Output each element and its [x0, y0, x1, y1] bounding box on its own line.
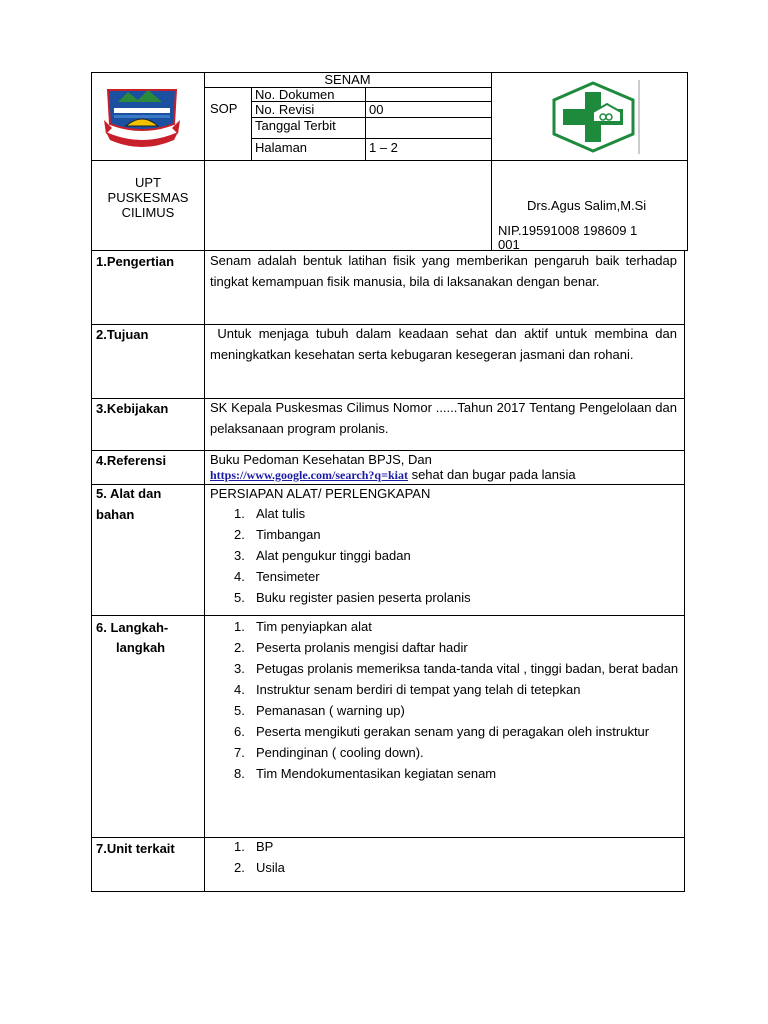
organization-name: UPT PUSKESMAS CILIMUS: [107, 175, 189, 220]
reference-link[interactable]: https://www.google.com/search?q=kiat: [210, 468, 408, 482]
list-item: 2. Peserta prolanis mengisi daftar hadir: [234, 640, 468, 655]
list-item: 7. Pendinginan ( cooling down).: [234, 745, 424, 760]
section-label-kebijakan: 3.Kebijakan: [96, 401, 169, 416]
section-text-kebijakan: SK Kepala Puskesmas Cilimus Nomor ......Tahun 2017 Tentang Pengelolaan dan pelaksanaan program prolanis.: [210, 400, 677, 436]
list-item: 3. Alat pengukur tinggi badan: [234, 548, 411, 563]
reference-line2: [210, 467, 576, 483]
list-item: 5. Buku register pasien peserta prolanis: [234, 590, 471, 605]
langkah-list: [210, 616, 680, 784]
puskesmas-logo: [551, 80, 641, 154]
unit-list: [210, 836, 680, 878]
section-label-alat-line1: 5. Alat dan: [96, 486, 162, 501]
list-item: 4. Tensimeter: [234, 569, 320, 584]
district-logo: [104, 84, 180, 154]
section-label-pengertian: 1.Pengertian: [96, 254, 175, 269]
sop-title: SENAM: [324, 72, 371, 87]
signatory-nip-line2: 001: [498, 237, 520, 252]
page-label: Halaman: [255, 140, 308, 155]
list-item: 1. BP: [234, 839, 274, 854]
issued-date-label: Tanggal Terbit: [255, 118, 336, 133]
list-item: 2. Timbangan: [234, 527, 321, 542]
section-label-alat-line2: bahan: [96, 507, 135, 522]
list-item: 1. Tim penyiapkan alat: [234, 619, 372, 634]
section-label-referensi: 4.Referensi: [96, 453, 167, 468]
signatory-nip-line1: NIP.19591008 198609 1: [498, 223, 638, 238]
section-label-unit: 7.Unit terkait: [96, 841, 175, 856]
signatory-name: Drs.Agus Salim,M.Si: [527, 198, 647, 213]
list-item: 6. Peserta mengikuti gerakan senam yang di peragakan oleh instruktur: [234, 724, 650, 739]
doc-number-label: No. Dokumen: [255, 87, 335, 102]
alat-list: [210, 503, 680, 608]
reference-text-line2: sehat dan bugar pada lansia: [407, 467, 576, 482]
alat-heading: PERSIAPAN ALAT/ PERLENGKAPAN: [210, 486, 431, 501]
reference-text-line1: Buku Pedoman Kesehatan BPJS, Dan: [210, 452, 432, 467]
section-label-tujuan: 2.Tujuan: [96, 327, 149, 342]
list-item: 1. Alat tulis: [234, 506, 306, 521]
page-value: 1 – 2: [369, 140, 398, 155]
list-item: 5. Pemanasan ( warning up): [234, 703, 405, 718]
list-item: 4. Instruktur senam berdiri di tempat yang telah di tetepkan: [234, 682, 581, 697]
revision-label: No. Revisi: [255, 102, 315, 117]
list-item: 8. Tim Mendokumentasikan kegiatan senam: [234, 766, 497, 781]
sop-label: SOP: [210, 101, 238, 116]
list-item: 2. Usila: [234, 860, 285, 875]
section-text-pengertian: Senam adalah bentuk latihan fisik yang memberikan pengaruh baik terhadap tingkat kemampuan fisik manusia, bila di laksanakan dengan benar.: [210, 253, 677, 289]
section-label-langkah-line1: 6. Langkah-: [96, 620, 169, 635]
list-item: 3. Petugas prolanis memeriksa tanda-tanda vital , tinggi badan, berat badan: [234, 661, 679, 676]
revision-value: 00: [369, 102, 384, 117]
section-label-langkah-line2: langkah: [116, 640, 166, 655]
section-text-tujuan: Untuk menjaga tubuh dalam keadaan sehat dan aktif untuk membina dan meningkatkan kesehatan serta kebugaran kesegeran jasmani dan rohani.: [210, 326, 681, 362]
